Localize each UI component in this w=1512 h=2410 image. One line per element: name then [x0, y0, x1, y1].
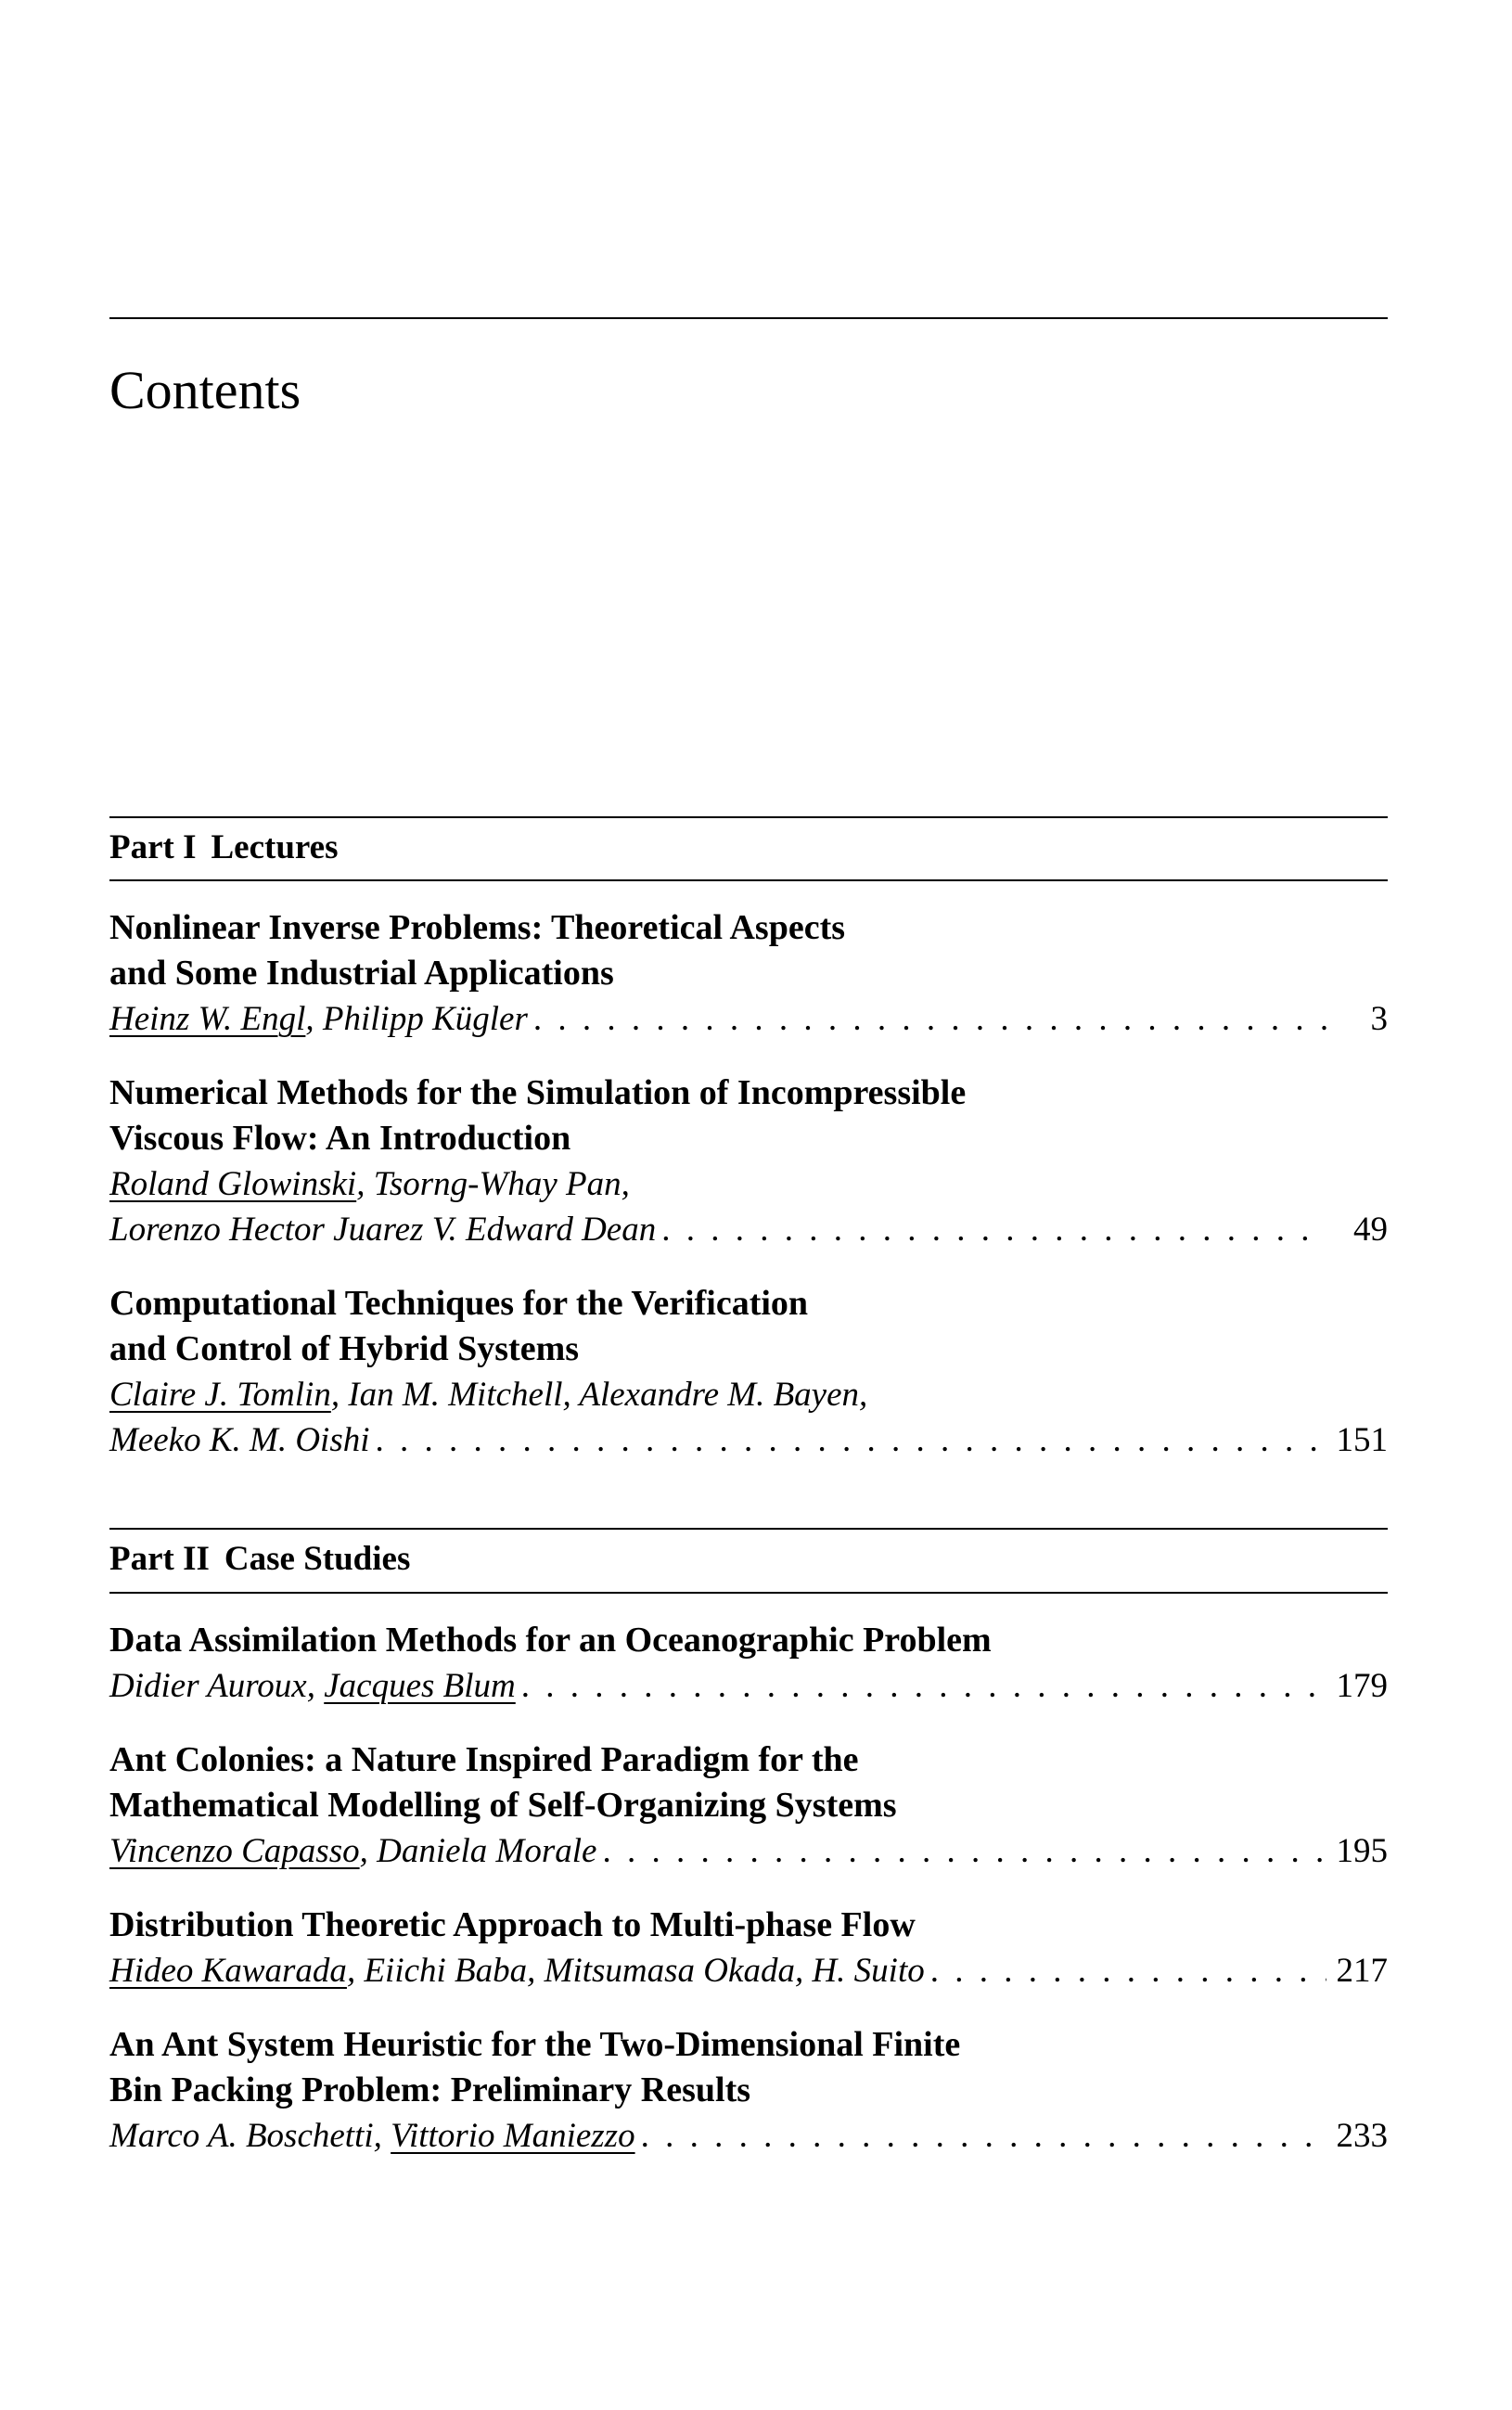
entry-authors-line [109, 1828, 1388, 1874]
contact-author: Claire J. Tomlin [109, 1376, 331, 1415]
entry-authors [109, 1161, 630, 1207]
entry-authors [109, 1372, 867, 1417]
page-number: 151 [1336, 1421, 1388, 1460]
contents-page [109, 0, 1388, 2187]
page-number: 179 [1336, 1666, 1388, 1705]
toc-part [109, 1528, 1388, 2158]
toc-entry[interactable] [109, 1618, 1388, 1709]
page-number: 3 [1370, 1000, 1388, 1039]
entry-authors [109, 996, 528, 1042]
entry-authors [109, 1417, 370, 1463]
contact-author: Roland Glowinski [109, 1165, 357, 1204]
entry-title-line: Nonlinear Inverse Problems: Theoretical Aspects [109, 908, 846, 948]
entry-authors-line [109, 996, 1388, 1042]
author: , Philipp Kügler [305, 1000, 528, 1039]
toc-entry[interactable] [109, 1281, 1388, 1463]
entry-authors-line [109, 1417, 1388, 1463]
entry-authors-line [109, 1372, 1388, 1417]
page-number: 49 [1353, 1211, 1388, 1250]
page-number: 233 [1336, 2116, 1388, 2155]
toc-entry[interactable] [109, 1737, 1388, 1874]
page-number: 217 [1336, 1951, 1388, 1990]
entry-title-line: and Some Industrial Applications [109, 954, 614, 993]
contact-author: Hideo Kawarada [109, 1951, 347, 1990]
entry-title-line: Computational Techniques for the Verification [109, 1284, 809, 1324]
toc-entry-list [109, 1594, 1388, 2159]
toc-entry[interactable] [109, 905, 1388, 1042]
parts-container [109, 816, 1388, 2159]
top-rule [109, 317, 1388, 319]
entry-title-line: and Control of Hybrid Systems [109, 1329, 580, 1369]
toc-entry[interactable] [109, 1903, 1388, 1993]
author: , Tsorng-Whay Pan, [356, 1165, 630, 1204]
author: Didier Auroux, [109, 1666, 325, 1705]
entry-authors [109, 1828, 596, 1874]
part-name: Case Studies [224, 1540, 411, 1579]
author: , Daniela Morale [359, 1831, 597, 1870]
contact-author: Jacques Blum [324, 1666, 516, 1705]
entry-title-line: Mathematical Modelling of Self-Organizing Systems [109, 1785, 897, 1825]
toc-entry-list [109, 881, 1388, 1463]
entry-authors [109, 2113, 635, 2159]
entry-authors-line [109, 1948, 1388, 1993]
page-title: Contents [109, 360, 301, 420]
entry-title-line: Ant Colonies: a Nature Inspired Paradigm for the [109, 1739, 859, 1779]
entry-authors [109, 1948, 925, 1993]
part-heading [109, 1530, 1388, 1591]
entry-authors-line [109, 1663, 1388, 1709]
dot-leader [661, 1207, 1326, 1252]
entry-title-line: Bin Packing Problem: Preliminary Results [109, 2070, 751, 2109]
dot-leader [521, 1663, 1326, 1709]
part-label: Part I [109, 828, 197, 866]
entry-authors-line [109, 1161, 1388, 1207]
dot-leader [641, 2113, 1326, 2159]
entry-title-line: Data Assimilation Methods for an Oceanographic Problem [109, 1620, 992, 1660]
part-label: Part II [109, 1540, 210, 1579]
dot-leader [533, 996, 1326, 1042]
page-number: 195 [1336, 1831, 1388, 1870]
author: , Eiichi Baba, Mitsumasa Okada, H. Suito [346, 1951, 925, 1990]
author: Marco A. Boschetti, [109, 2116, 391, 2155]
contact-author: Heinz W. Engl [109, 1000, 306, 1039]
author: Meeko K. M. Oishi [109, 1421, 370, 1460]
part-heading [109, 818, 1388, 879]
contact-author: Vittorio Maniezzo [391, 2116, 635, 2155]
entry-authors [109, 1207, 656, 1252]
part-name: Lectures [211, 828, 339, 866]
author: , Ian M. Mitchell, Alexandre M. Bayen, [330, 1376, 868, 1415]
entry-title-line: Viscous Flow: An Introduction [109, 1119, 571, 1159]
author: Lorenzo Hector Juarez V. Edward Dean [109, 1211, 657, 1250]
contact-author: Vincenzo Capasso [109, 1831, 360, 1870]
entry-authors-line [109, 2113, 1388, 2159]
toc-part [109, 816, 1388, 1463]
entry-authors [109, 1663, 516, 1709]
entry-title-line: Numerical Methods for the Simulation of Incompressible [109, 1073, 967, 1113]
dot-leader [376, 1417, 1326, 1463]
entry-authors-line [109, 1207, 1388, 1252]
dot-leader [602, 1828, 1326, 1874]
dot-leader [930, 1948, 1326, 1993]
toc-entry[interactable] [109, 1070, 1388, 1252]
entry-title-line: Distribution Theoretic Approach to Multi-phase Flow [109, 1904, 916, 1944]
entry-title-line: An Ant System Heuristic for the Two-Dimensional Finite [109, 2024, 961, 2064]
toc-entry[interactable] [109, 2022, 1388, 2159]
